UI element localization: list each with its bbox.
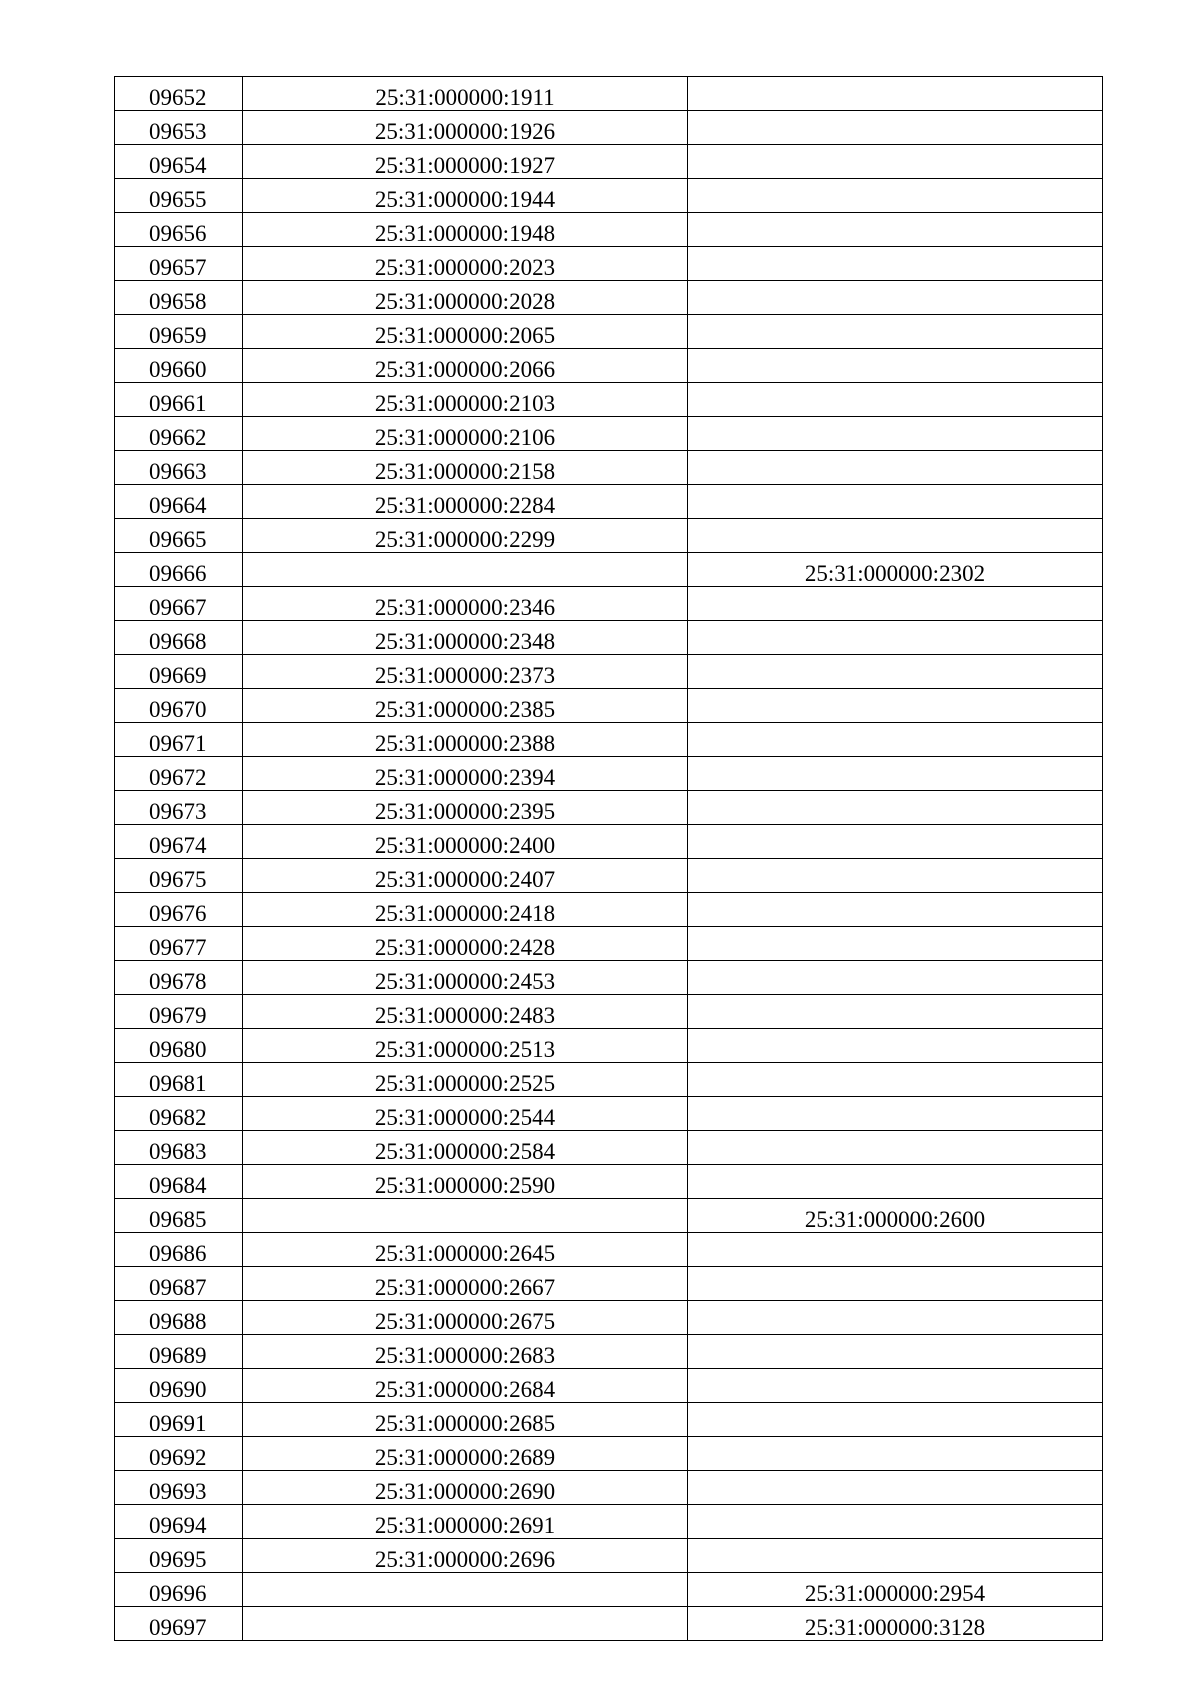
table-row: [115, 553, 1103, 587]
row-number-cell: [115, 553, 243, 587]
cadastral-number-alt-cell-text: 25:31:000000:2302: [804, 561, 986, 586]
cadastral-number-cell: [243, 927, 688, 961]
cadastral-number-cell: [243, 1029, 688, 1063]
cadastral-number-cell-text: 25:31:000000:2684: [374, 1377, 556, 1402]
table-row: [115, 145, 1103, 179]
cadastral-number-cell: [243, 689, 688, 723]
row-number-cell: [115, 349, 243, 383]
table-row: [115, 1063, 1103, 1097]
cadastral-number-alt-cell: [688, 927, 1103, 961]
cadastral-number-cell-text: 25:31:000000:2667: [374, 1275, 556, 1300]
table-row: [115, 1505, 1103, 1539]
row-number-cell: [115, 1029, 243, 1063]
cadastral-number-cell-text: 25:31:000000:1944: [374, 187, 556, 212]
row-number-cell-text: 09679: [149, 1003, 207, 1028]
row-number-cell-text: 09658: [149, 289, 207, 314]
row-number-cell: [115, 621, 243, 655]
table-row: [115, 349, 1103, 383]
cadastral-number-alt-cell: [688, 1573, 1103, 1607]
cadastral-number-cell: [243, 757, 688, 791]
row-number-cell: [115, 791, 243, 825]
cadastral-number-cell: [243, 247, 688, 281]
table-body: [115, 77, 1103, 1641]
cadastral-number-alt-cell: [688, 1063, 1103, 1097]
cadastral-number-cell: [243, 1437, 688, 1471]
cadastral-number-cell: [243, 723, 688, 757]
cadastral-number-cell: [243, 179, 688, 213]
row-number-cell-text: 09660: [149, 357, 207, 382]
cadastral-number-cell: [243, 111, 688, 145]
cadastral-number-cell: [243, 995, 688, 1029]
cadastral-number-cell-text: 25:31:000000:2023: [374, 255, 556, 280]
row-number-cell: [115, 1403, 243, 1437]
cadastral-number-cell: [243, 417, 688, 451]
cadastral-number-cell-text: 25:31:000000:2388: [374, 731, 556, 756]
cadastral-number-cell: [243, 1063, 688, 1097]
cadastral-number-cell-text: 25:31:000000:2284: [374, 493, 556, 518]
row-number-cell-text: 09689: [149, 1343, 207, 1368]
cadastral-number-cell: [243, 451, 688, 485]
row-number-cell-text: 09670: [149, 697, 207, 722]
cadastral-number-alt-cell: [688, 417, 1103, 451]
cadastral-number-cell-text: 25:31:000000:1927: [374, 153, 556, 178]
row-number-cell: [115, 1573, 243, 1607]
cadastral-number-cell: [243, 1369, 688, 1403]
row-number-cell-text: 09694: [149, 1513, 207, 1538]
cadastral-number-cell: [243, 1165, 688, 1199]
cadastral-number-cell-text: 25:31:000000:2590: [374, 1173, 556, 1198]
cadastral-number-alt-cell: [688, 451, 1103, 485]
cadastral-number-alt-cell: [688, 1607, 1103, 1641]
row-number-cell: [115, 315, 243, 349]
row-number-cell-text: 09685: [149, 1207, 207, 1232]
cadastral-number-cell: [243, 791, 688, 825]
cadastral-number-alt-cell-text: 25:31:000000:3128: [804, 1615, 986, 1640]
row-number-cell: [115, 281, 243, 315]
row-number-cell-text: 09657: [149, 255, 207, 280]
table-row: [115, 893, 1103, 927]
cadastral-number-cell-text: 25:31:000000:2690: [374, 1479, 556, 1504]
row-number-cell-text: 09688: [149, 1309, 207, 1334]
cadastral-number-cell: [243, 281, 688, 315]
row-number-cell: [115, 1335, 243, 1369]
cadastral-number-alt-cell: [688, 1539, 1103, 1573]
cadastral-number-alt-cell: [688, 315, 1103, 349]
cadastral-number-alt-cell: [688, 349, 1103, 383]
row-number-cell-text: 09692: [149, 1445, 207, 1470]
cadastral-number-alt-cell: [688, 791, 1103, 825]
cadastral-number-cell-text: 25:31:000000:2696: [374, 1547, 556, 1572]
cadastral-number-cell: [243, 519, 688, 553]
row-number-cell-text: 09663: [149, 459, 207, 484]
row-number-cell-text: 09671: [149, 731, 207, 756]
row-number-cell: [115, 145, 243, 179]
row-number-cell-text: 09672: [149, 765, 207, 790]
row-number-cell: [115, 757, 243, 791]
table-row: [115, 451, 1103, 485]
row-number-cell: [115, 1471, 243, 1505]
cadastral-number-cell: [243, 383, 688, 417]
cadastral-number-alt-cell: [688, 485, 1103, 519]
table-row: [115, 1573, 1103, 1607]
cadastral-number-cell-text: 25:31:000000:2691: [374, 1513, 556, 1538]
cadastral-number-cell: [243, 1573, 688, 1607]
cadastral-number-cell: [243, 621, 688, 655]
table-row: [115, 111, 1103, 145]
cadastral-number-alt-cell: [688, 1029, 1103, 1063]
row-number-cell-text: 09665: [149, 527, 207, 552]
cadastral-number-alt-cell: [688, 1199, 1103, 1233]
cadastral-number-cell-text: 25:31:000000:2400: [374, 833, 556, 858]
cadastral-number-cell-text: 25:31:000000:2675: [374, 1309, 556, 1334]
cadastral-number-alt-cell: [688, 961, 1103, 995]
table-row: [115, 417, 1103, 451]
row-number-cell-text: 09690: [149, 1377, 207, 1402]
table-row: [115, 485, 1103, 519]
row-number-cell-text: 09666: [149, 561, 207, 586]
cadastral-number-alt-cell-text: 25:31:000000:2600: [804, 1207, 986, 1232]
row-number-cell: [115, 1539, 243, 1573]
table-row: [115, 1403, 1103, 1437]
row-number-cell: [115, 893, 243, 927]
cadastral-number-cell: [243, 587, 688, 621]
row-number-cell: [115, 417, 243, 451]
row-number-cell-text: 09659: [149, 323, 207, 348]
cadastral-number-cell: [243, 145, 688, 179]
table-row: [115, 1267, 1103, 1301]
table-row: [115, 587, 1103, 621]
cadastral-number-cell-text: 25:31:000000:2525: [374, 1071, 556, 1096]
cadastral-number-alt-cell: [688, 995, 1103, 1029]
row-number-cell-text: 09667: [149, 595, 207, 620]
cadastral-number-alt-cell-text: 25:31:000000:2954: [804, 1581, 986, 1606]
cadastral-number-cell-text: 25:31:000000:2299: [374, 527, 556, 552]
row-number-cell: [115, 179, 243, 213]
cadastral-number-alt-cell: [688, 77, 1103, 111]
cadastral-number-alt-cell: [688, 1165, 1103, 1199]
row-number-cell: [115, 1607, 243, 1641]
row-number-cell: [115, 1233, 243, 1267]
row-number-cell-text: 09696: [149, 1581, 207, 1606]
row-number-cell-text: 09684: [149, 1173, 207, 1198]
cadastral-number-alt-cell: [688, 553, 1103, 587]
cadastral-number-alt-cell: [688, 1267, 1103, 1301]
table-row: [115, 791, 1103, 825]
row-number-cell: [115, 77, 243, 111]
table-row: [115, 1029, 1103, 1063]
cadastral-number-alt-cell: [688, 757, 1103, 791]
cadastral-number-cell: [243, 485, 688, 519]
row-number-cell-text: 09676: [149, 901, 207, 926]
row-number-cell: [115, 587, 243, 621]
cadastral-number-cell-text: 25:31:000000:1948: [374, 221, 556, 246]
row-number-cell-text: 09680: [149, 1037, 207, 1062]
cadastral-number-cell-text: 25:31:000000:2106: [374, 425, 556, 450]
table-row: [115, 1607, 1103, 1641]
cadastral-number-cell-text: 25:31:000000:2346: [374, 595, 556, 620]
table-row: [115, 961, 1103, 995]
cadastral-number-alt-cell: [688, 1403, 1103, 1437]
cadastral-number-alt-cell: [688, 587, 1103, 621]
row-number-cell-text: 09664: [149, 493, 207, 518]
cadastral-number-cell-text: 25:31:000000:2373: [374, 663, 556, 688]
cadastral-number-alt-cell: [688, 655, 1103, 689]
cadastral-number-alt-cell: [688, 281, 1103, 315]
cadastral-number-cell: [243, 77, 688, 111]
cadastral-number-cell: [243, 1505, 688, 1539]
row-number-cell-text: 09682: [149, 1105, 207, 1130]
table-row: [115, 1131, 1103, 1165]
table-row: [115, 1539, 1103, 1573]
cadastral-number-cell-text: 25:31:000000:2584: [374, 1139, 556, 1164]
cadastral-number-alt-cell: [688, 145, 1103, 179]
cadastral-number-alt-cell: [688, 893, 1103, 927]
table-row: [115, 1199, 1103, 1233]
row-number-cell-text: 09697: [149, 1615, 207, 1640]
table-row: [115, 247, 1103, 281]
row-number-cell-text: 09695: [149, 1547, 207, 1572]
cadastral-number-cell-text: 25:31:000000:2428: [374, 935, 556, 960]
cadastral-number-cell: [243, 213, 688, 247]
cadastral-number-cell-text: 25:31:000000:2544: [374, 1105, 556, 1130]
row-number-cell: [115, 213, 243, 247]
table-row: [115, 281, 1103, 315]
cadastral-number-cell: [243, 1301, 688, 1335]
cadastral-number-cell-text: 25:31:000000:1926: [374, 119, 556, 144]
cadastral-number-table: [114, 76, 1103, 1641]
cadastral-number-cell: [243, 655, 688, 689]
row-number-cell: [115, 1369, 243, 1403]
table-row: [115, 1301, 1103, 1335]
cadastral-number-cell-text: 25:31:000000:2385: [374, 697, 556, 722]
table-row: [115, 1437, 1103, 1471]
cadastral-number-alt-cell: [688, 179, 1103, 213]
row-number-cell: [115, 111, 243, 145]
table-row: [115, 1233, 1103, 1267]
cadastral-number-cell-text: 25:31:000000:2645: [374, 1241, 556, 1266]
row-number-cell-text: 09691: [149, 1411, 207, 1436]
cadastral-number-alt-cell: [688, 1097, 1103, 1131]
cadastral-number-alt-cell: [688, 1233, 1103, 1267]
cadastral-number-alt-cell: [688, 1369, 1103, 1403]
cadastral-number-cell-text: 25:31:000000:2066: [374, 357, 556, 382]
cadastral-number-cell-text: 25:31:000000:1911: [375, 85, 555, 110]
cadastral-number-cell: [243, 859, 688, 893]
cadastral-number-cell-text: 25:31:000000:2483: [374, 1003, 556, 1028]
cadastral-number-cell: [243, 961, 688, 995]
row-number-cell: [115, 655, 243, 689]
cadastral-number-cell: [243, 349, 688, 383]
cadastral-number-cell-text: 25:31:000000:2685: [374, 1411, 556, 1436]
cadastral-number-cell-text: 25:31:000000:2689: [374, 1445, 556, 1470]
row-number-cell: [115, 1267, 243, 1301]
row-number-cell-text: 09652: [149, 85, 207, 110]
row-number-cell: [115, 1097, 243, 1131]
row-number-cell-text: 09653: [149, 119, 207, 144]
row-number-cell: [115, 519, 243, 553]
cadastral-number-alt-cell: [688, 1505, 1103, 1539]
table-row: [115, 519, 1103, 553]
row-number-cell-text: 09686: [149, 1241, 207, 1266]
row-number-cell-text: 09656: [149, 221, 207, 246]
table-row: [115, 655, 1103, 689]
table-row: [115, 1335, 1103, 1369]
table-row: [115, 757, 1103, 791]
row-number-cell: [115, 689, 243, 723]
row-number-cell: [115, 1063, 243, 1097]
cadastral-number-cell: [243, 1267, 688, 1301]
cadastral-number-cell-text: 25:31:000000:2418: [374, 901, 556, 926]
row-number-cell-text: 09662: [149, 425, 207, 450]
cadastral-number-cell: [243, 1097, 688, 1131]
cadastral-number-cell-text: [243, 1639, 687, 1640]
row-number-cell-text: 09681: [149, 1071, 207, 1096]
table-row: [115, 77, 1103, 111]
cadastral-number-cell-text: 25:31:000000:2394: [374, 765, 556, 790]
row-number-cell: [115, 451, 243, 485]
cadastral-number-alt-cell: [688, 247, 1103, 281]
row-number-cell-text: 09683: [149, 1139, 207, 1164]
table-row: [115, 621, 1103, 655]
table-row: [115, 689, 1103, 723]
cadastral-number-cell: [243, 893, 688, 927]
cadastral-number-cell: [243, 825, 688, 859]
cadastral-number-cell-text: 25:31:000000:2065: [374, 323, 556, 348]
cadastral-number-cell-text: 25:31:000000:2513: [374, 1037, 556, 1062]
cadastral-number-alt-cell: [688, 689, 1103, 723]
cadastral-number-alt-cell: [688, 723, 1103, 757]
cadastral-number-alt-cell: [688, 825, 1103, 859]
row-number-cell-text: 09673: [149, 799, 207, 824]
table-row: [115, 1471, 1103, 1505]
row-number-cell: [115, 825, 243, 859]
row-number-cell: [115, 1165, 243, 1199]
row-number-cell-text: 09669: [149, 663, 207, 688]
cadastral-number-cell: [243, 1335, 688, 1369]
row-number-cell: [115, 247, 243, 281]
cadastral-number-alt-cell: [688, 1437, 1103, 1471]
cadastral-number-cell-text: 25:31:000000:2453: [374, 969, 556, 994]
table-row: [115, 927, 1103, 961]
row-number-cell: [115, 995, 243, 1029]
row-number-cell: [115, 961, 243, 995]
table-row: [115, 315, 1103, 349]
cadastral-number-cell-text: 25:31:000000:2103: [374, 391, 556, 416]
row-number-cell: [115, 485, 243, 519]
row-number-cell-text: 09655: [149, 187, 207, 212]
cadastral-number-alt-cell: [688, 1471, 1103, 1505]
table-row: [115, 825, 1103, 859]
row-number-cell-text: 09661: [149, 391, 207, 416]
cadastral-number-alt-cell: [688, 519, 1103, 553]
table-row: [115, 213, 1103, 247]
cadastral-number-cell: [243, 1131, 688, 1165]
cadastral-number-alt-cell: [688, 383, 1103, 417]
row-number-cell-text: 09678: [149, 969, 207, 994]
row-number-cell: [115, 1131, 243, 1165]
cadastral-number-alt-cell: [688, 859, 1103, 893]
cadastral-number-cell-text: 25:31:000000:2683: [374, 1343, 556, 1368]
cadastral-number-cell: [243, 1607, 688, 1641]
row-number-cell: [115, 927, 243, 961]
cadastral-number-cell: [243, 1539, 688, 1573]
cadastral-number-alt-cell: [688, 1335, 1103, 1369]
cadastral-number-alt-cell: [688, 1131, 1103, 1165]
table-row: [115, 383, 1103, 417]
row-number-cell: [115, 1437, 243, 1471]
cadastral-number-cell-text: 25:31:000000:2348: [374, 629, 556, 654]
row-number-cell-text: 09675: [149, 867, 207, 892]
cadastral-number-cell: [243, 1233, 688, 1267]
cadastral-number-cell: [243, 1471, 688, 1505]
row-number-cell-text: 09654: [149, 153, 207, 178]
row-number-cell: [115, 383, 243, 417]
cadastral-number-alt-cell: [688, 111, 1103, 145]
table-row: [115, 859, 1103, 893]
table-row: [115, 1097, 1103, 1131]
row-number-cell: [115, 859, 243, 893]
cadastral-number-cell-text: 25:31:000000:2158: [374, 459, 556, 484]
row-number-cell: [115, 1301, 243, 1335]
row-number-cell-text: 09693: [149, 1479, 207, 1504]
table-row: [115, 723, 1103, 757]
cadastral-number-cell: [243, 1403, 688, 1437]
row-number-cell-text: 09677: [149, 935, 207, 960]
row-number-cell: [115, 1199, 243, 1233]
table-row: [115, 995, 1103, 1029]
cadastral-number-alt-cell: [688, 621, 1103, 655]
table-row: [115, 1165, 1103, 1199]
row-number-cell-text: 09674: [149, 833, 207, 858]
cadastral-number-cell-text: 25:31:000000:2395: [374, 799, 556, 824]
row-number-cell-text: 09687: [149, 1275, 207, 1300]
cadastral-number-alt-cell: [688, 1301, 1103, 1335]
row-number-cell-text: 09668: [149, 629, 207, 654]
cadastral-number-alt-cell: [688, 213, 1103, 247]
row-number-cell: [115, 723, 243, 757]
cadastral-number-cell: [243, 553, 688, 587]
cadastral-number-cell: [243, 315, 688, 349]
cadastral-number-cell-text: 25:31:000000:2028: [374, 289, 556, 314]
cadastral-number-cell-text: 25:31:000000:2407: [374, 867, 556, 892]
row-number-cell: [115, 1505, 243, 1539]
table-row: [115, 179, 1103, 213]
table-row: [115, 1369, 1103, 1403]
cadastral-number-cell: [243, 1199, 688, 1233]
